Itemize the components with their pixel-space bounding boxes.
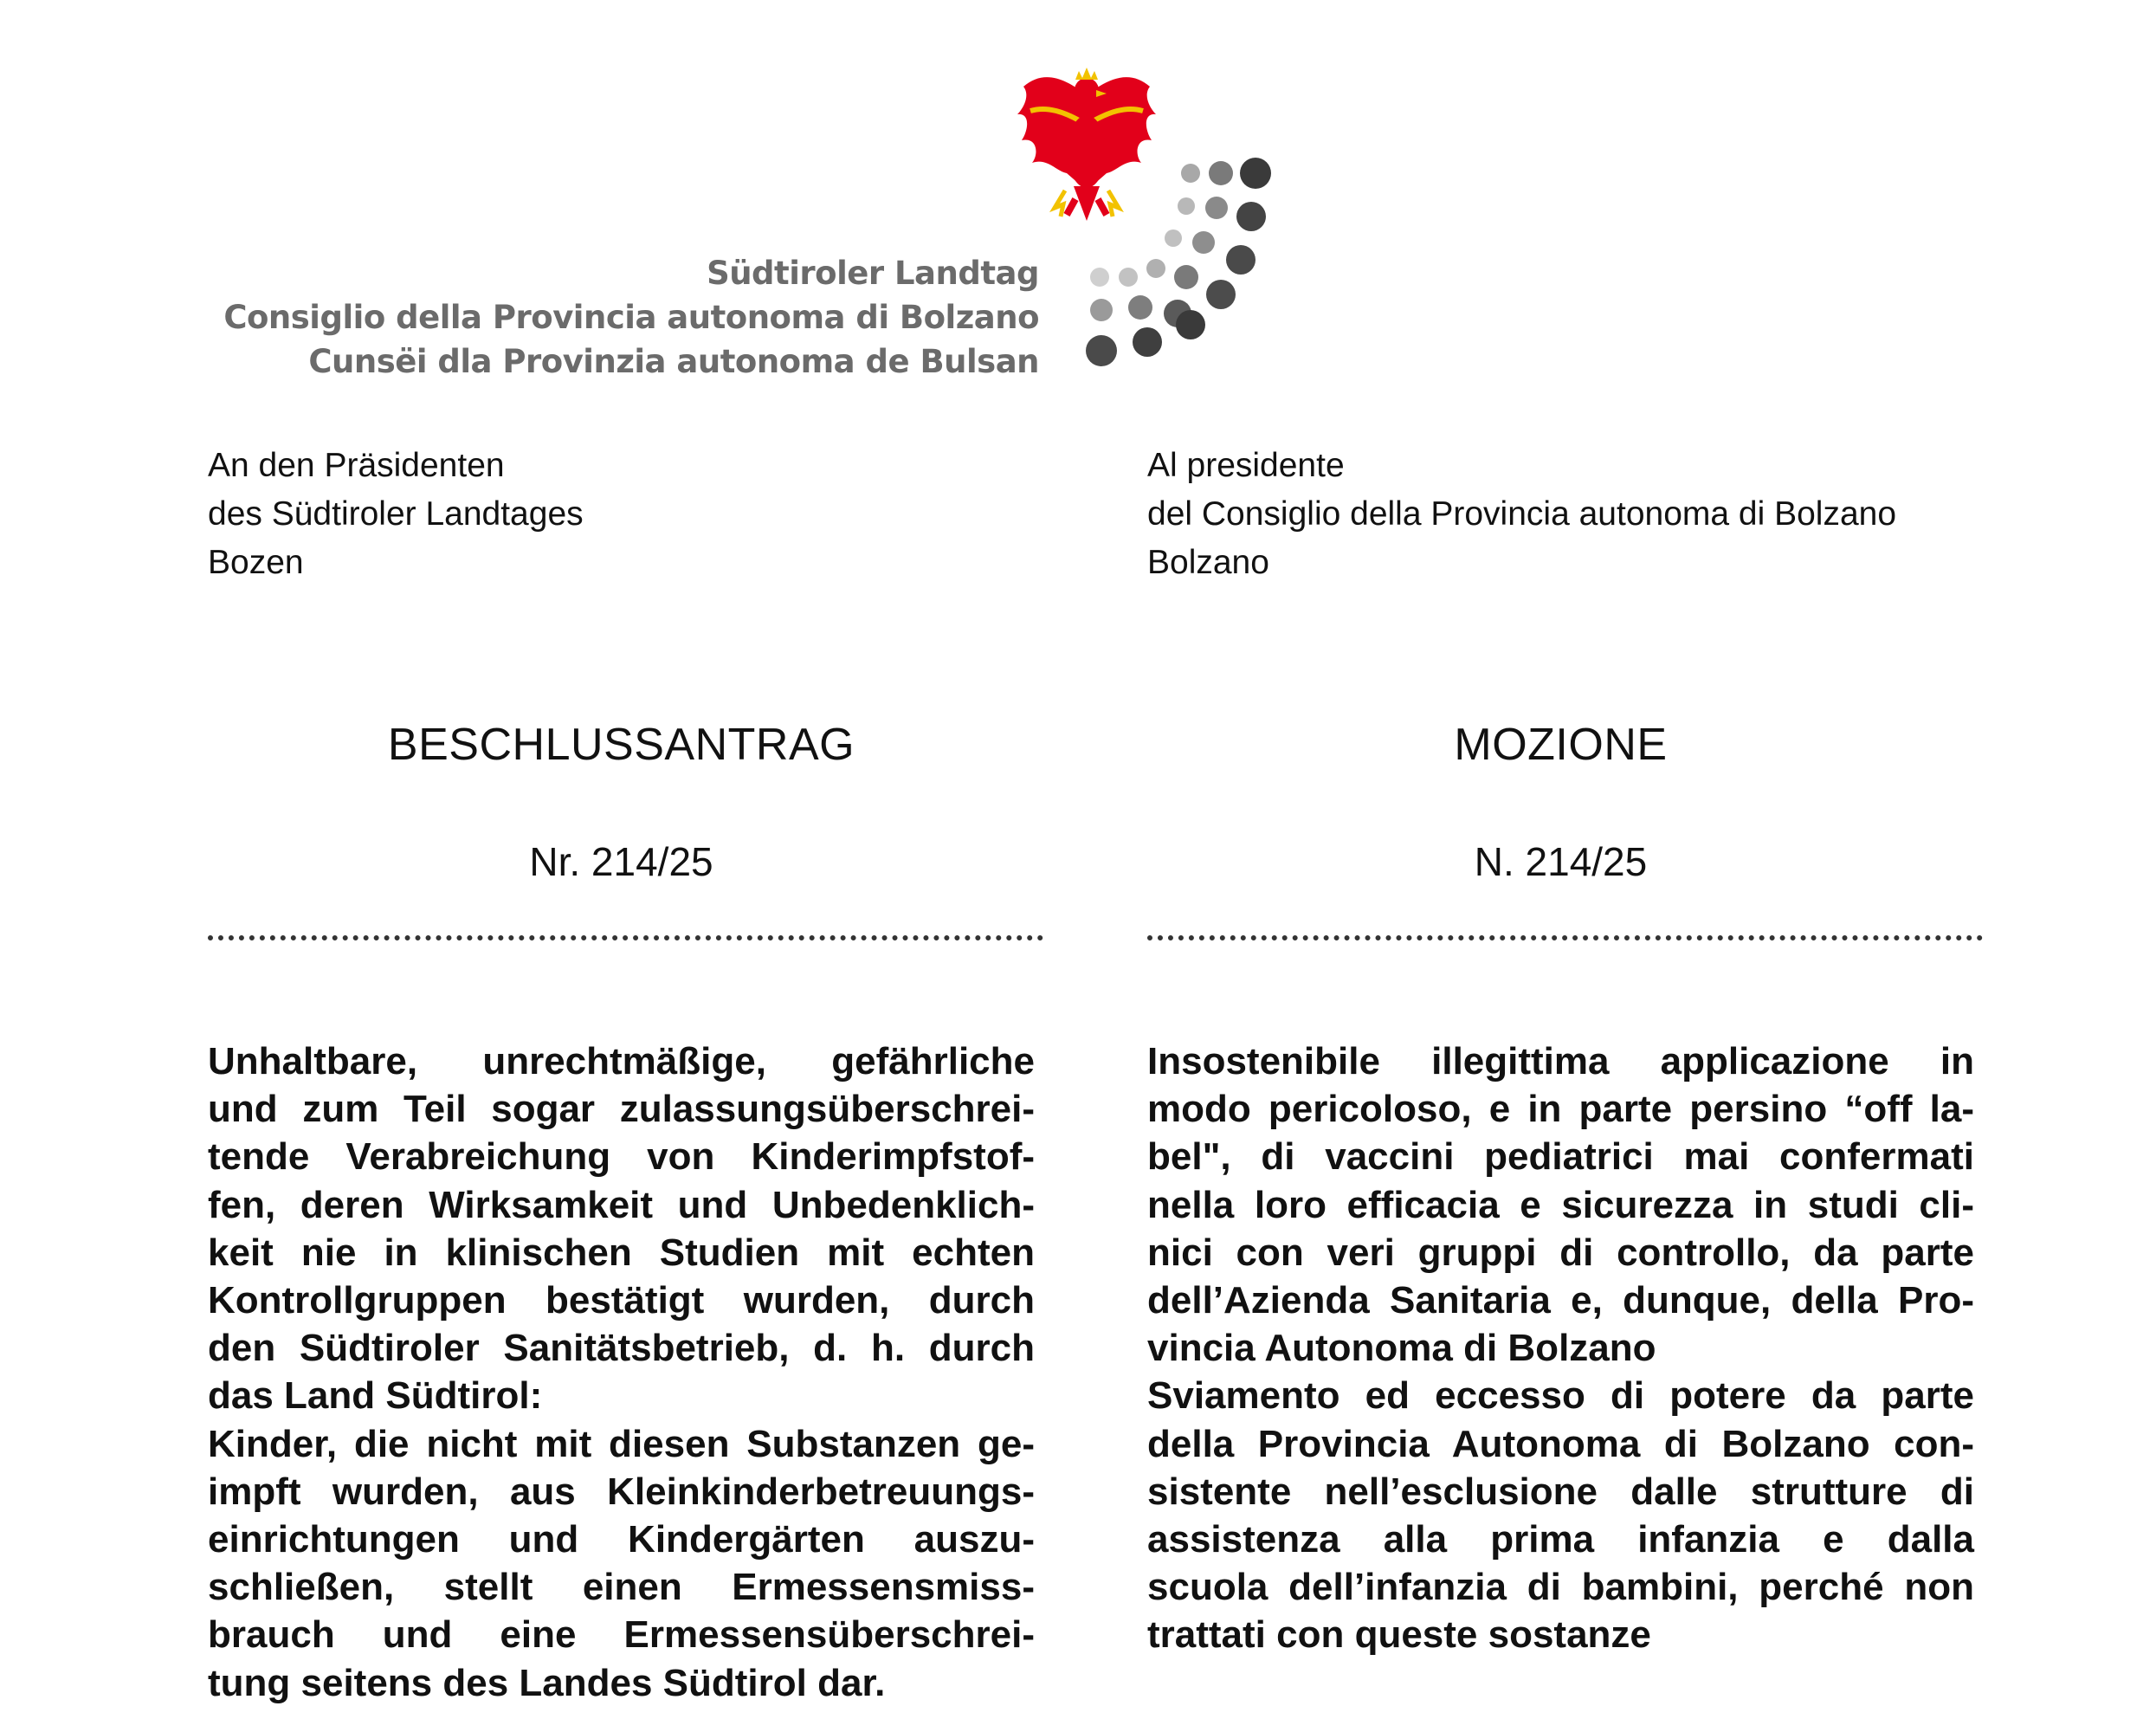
title-line: tende Verabreichung von Kinderimpfstof- [208,1135,1035,1179]
org-name-ladin: Cunsëi dla Provinzia autonoma de Bulsan [308,343,1039,380]
title-line: keit nie in klinischen Studien mit echten [208,1231,1035,1274]
title-line: das Land Südtirol: [208,1374,543,1418]
german-title [208,1037,1035,1707]
org-name-italian: Consiglio della Provincia autonoma di Bolzano [223,299,1039,336]
title-line: vincia Autonoma di Bolzano [1147,1327,1656,1370]
italian-doc-type: MOZIONE [1454,720,1668,770]
title-line: tung seitens des Landes Südtirol dar. [208,1661,886,1704]
title-line: modo pericoloso, e in parte persino “off la- [1147,1088,1974,1131]
title-line: Kinder, die nicht mit diesen Substanzen ge- [208,1422,1035,1465]
org-name-german: Südtiroler Landtag [707,255,1039,292]
title-line: nella loro efficacia e sicurezza in studi cli- [1147,1183,1974,1226]
title-line: und zum Teil sogar zulassungsüberschrei- [208,1088,1035,1131]
title-line: dell’Azienda Sanitaria e, dunque, della Pro- [1147,1279,1974,1322]
german-doc-type: BESCHLUSSANTRAG [387,720,855,770]
dotted-separator [1147,935,1983,940]
dotted-separator [208,935,1043,940]
title-line: sistente nell’esclusione dalle strutture di [1147,1470,1974,1513]
title-line: Kontrollgruppen bestätigt wurden, durch [208,1279,1035,1322]
italian-title [1147,1037,1974,1659]
dots-logo-icon [1074,147,1299,372]
address-line: Bozen [208,544,304,581]
header-logo [0,0,2156,398]
title-line: assistenza alla prima infanzia e dalla [1147,1518,1974,1561]
german-doc-number: Nr. 214/25 [529,839,713,884]
title-line: schließen, stellt einen Ermessensmiss- [208,1566,1035,1609]
title-line: Sviamento ed eccesso di potere da parte [1147,1374,1974,1418]
title-line: Unhaltbare, unrechtmäßige, gefährliche [208,1040,1035,1082]
italian-address [1147,442,1896,587]
title-line: nici con veri gruppi di controllo, da parte [1147,1231,1974,1274]
address-line: del Consiglio della Provincia autonoma di Bolzano [1147,495,1897,533]
address-line: des Südtiroler Landtages [208,495,584,533]
italian-doc-number: N. 214/25 [1474,839,1648,884]
address-line: Bolzano [1147,544,1269,581]
address-line: An den Präsidenten [208,447,505,484]
title-line: den Südtiroler Sanitätsbetrieb, d. h. durch [208,1327,1035,1370]
title-line: bel", di vaccini pediatrici mai confermati [1147,1135,1974,1179]
title-line: einrichtungen und Kindergärten auszu- [208,1518,1035,1561]
german-address [208,442,584,587]
title-line: impft wurden, aus Kleinkinderbetreuungs- [208,1470,1035,1513]
title-line: della Provincia Autonoma di Bolzano con- [1147,1422,1974,1465]
title-line: scuola dell’infanzia di bambini, perché non [1147,1566,1974,1609]
title-line: Insostenibile illegittima applicazione in [1147,1040,1974,1082]
address-line: Al presidente [1147,447,1345,484]
organization-names [223,251,1039,384]
title-line: fen, deren Wirksamkeit und Unbedenklich- [208,1183,1035,1226]
title-line: brauch und eine Ermessensüberschrei- [208,1613,1035,1657]
title-line: trattati con queste sostanze [1147,1613,1651,1657]
